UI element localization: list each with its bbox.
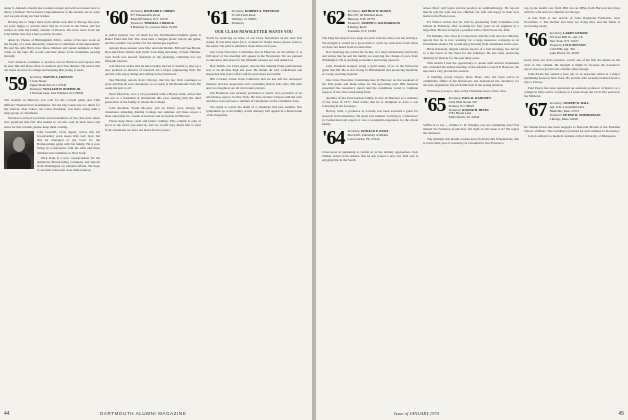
officer-name: ROBERT A. WEINMAN	[245, 9, 280, 13]
column-paragraph: We have received word that several members of the class have taken new positions this fall. Our thanks to all who sent in their news and notes for this column; please keep them coming.	[4, 116, 100, 129]
class-officers	[348, 129, 389, 142]
officer-role: Treasurer,	[231, 20, 245, 25]
class-year: '59	[4, 72, 27, 95]
address-line: Windsor, Ct. 06095	[231, 16, 257, 21]
class-officers	[131, 9, 178, 30]
address-line: Box 597, 60 Mitchell Road	[347, 12, 383, 17]
column-paragraph: Tom Johnson continues to practice law in Hartford and reports that he sees Jim and Dave often at reunions and class dinners. He writes that the twins are now in college and keeping him young at heart.	[4, 59, 100, 72]
officer-name: RICHARD F. OBERN	[144, 9, 175, 13]
left-column-2	[105, 6, 201, 133]
right-column-3	[524, 6, 620, 140]
address-line: Box 9345, University of Miami	[347, 132, 388, 137]
officer-name: JOSEPH C. RICHARDSON	[361, 20, 401, 25]
classmate-photo	[4, 131, 34, 169]
column-paragraph: You'll be receiving an issue of our Class Newsletter in the next few weeks. If you have news for it, or ideas for future issues, please write to the editor. We plan to publish it three times each year.	[206, 36, 302, 49]
class-officers	[30, 75, 84, 96]
column-paragraph: Dave Morrison, now a vice president with a Boston bank, writes that his son is a freshman at Dartmouth this year, making him the third generation of the family to attend the College.	[105, 91, 201, 104]
address-line: Trenton, N.J. 08625	[448, 103, 475, 108]
right-page-number: 45	[618, 411, 624, 417]
officer-name: WAYNE A. FRENCH	[43, 74, 73, 79]
address-line: Apt. 9-D, 2 Greenfield Ave.	[549, 105, 585, 110]
address-line: Cetty Hall, Room 740	[448, 99, 477, 104]
officer-name: JOSEPH W. BALL	[563, 101, 590, 106]
left-column-1	[4, 6, 100, 174]
right-column-1	[322, 6, 418, 164]
officer-role: Secretary,	[130, 9, 144, 13]
address-line: 31 Old Farm Road	[231, 12, 256, 17]
officer-role: Treasurer,	[347, 20, 361, 25]
address-line: 8 Kelsey Road	[347, 24, 367, 29]
column-paragraph: Allen R. Thelen of Birmingham, Mich., writes of his new work on the faculty of a state university, where he is chairman of the department. He and his wife Betty have three children and spend summers at their cabin on the lake. He would welcome letters from classmates passing through.	[4, 37, 100, 59]
officer-name: THOMAS J. BROCK	[144, 20, 174, 25]
address-line: Scarsdale, N.Y. 10583	[347, 28, 376, 33]
address-line: Nashville, Tenn. 37215	[549, 109, 580, 114]
column-paragraph: Pat Murphy, who lives in Connecticut with his wife and two children, reports that he is now working for a large insurance company as an investment analyst. He would enjoy hearing from classmates in the area.	[423, 33, 519, 46]
address-line: Briarcliff Manor, N.Y. 10510	[130, 16, 168, 21]
column-paragraph: cap in the health care field. Bill has an MBA from Harvard and lives with his wife and two children in Chicago.	[524, 6, 620, 15]
address-line: Hanover, N.H. 03755	[347, 16, 375, 21]
class-header	[322, 126, 418, 149]
treasurer-line	[232, 22, 280, 26]
column-paragraph: Among those present were Mac and Ann Kidder, Bill and Sue Harris, Don and Dotty Smith, Jack Swift, Tom Ring and many of their children. Jack Swift was elected chairman of the planning committee for our fifteenth reunion.	[105, 46, 201, 63]
officer-role: Secretary,	[347, 128, 361, 133]
photo-face	[13, 137, 25, 152]
officer-role: Secretary,	[448, 95, 462, 100]
column-paragraph: Our Class Executive Committee met in Hanover on the weekend of the Yale game and made plans for the upcoming year. Bill Jameson presented the treasurer's report and the committee voted to continue support of the class scholarship fund.	[322, 77, 418, 95]
column-paragraph: The weather in Hanover was cold for the Cornell game and Club Officers' Weekend but nonetheless, but the big Green was too much for the visitors. Don Cutter, the Class President, was there along with a large group of classmates.	[4, 98, 100, 115]
class-year: '66	[524, 28, 547, 51]
officer-role: Secretary,	[347, 9, 361, 13]
column-paragraph: A budding young lawyer, Dave Haas, who has been active in community affairs in his hometown, has announced his candidacy for the state legislature. We wish him luck in the spring election.	[423, 74, 519, 88]
column-paragraph: Brian Kennedy, despite current reports of a fuel shortage, has driven to a ski resort in the West for the holidays. He has been practicing dentistry in Denver for the past three years.	[423, 47, 519, 60]
column-paragraph: John Fountain stopped along a great many of us at the Princeton game this fall. He is now living in Philadelphia and practicing medicine at a large teaching hospital.	[322, 64, 418, 77]
column-paragraph: The Mag has stayed on to keep in touch with the class over the holidays. We thought it would be a good time to catch up with news from those we have not heard from in some time.	[322, 36, 418, 49]
column-paragraph: Ted Harding reports from Chicago that his law firm continues to grow and that he sees classmates on occasion at the Dartmouth Club. He sends his best to all.	[105, 77, 201, 91]
address-line: 9 Berkeley St., Groton, Mass. 01450	[130, 24, 178, 29]
column-paragraph: The mailings this month contain news from the Jim Wunderlicks, Jim is in his third year of residency at a hospital in San Francisco.	[423, 137, 519, 146]
column-paragraph: Suffice it to say — Palmer C. D. Weeghe, you see something else? You missed the Northern production, but right on the issue it is? We regret the omission.	[423, 123, 519, 136]
class-header	[4, 72, 100, 96]
column-paragraph: Jack Lockhart is a medical resident at the University of Minnesota.	[528, 134, 617, 139]
officer-role: Secretary,	[549, 30, 563, 35]
class-officers	[348, 9, 400, 33]
column-paragraph: Bob Smith, our Class Agent, reports that Alumni Fund participation was at an all-time high last year. He thanks all who contributed and hopes that this year's effort will be even more successful.	[206, 63, 302, 76]
class-year: '60	[105, 7, 128, 29]
officer-name: PETER W. ZIMMERMAN	[563, 112, 601, 117]
address-line: Upper Montclair, N.J. 07043	[29, 82, 67, 87]
address-line: Falls Church, Va. 22042	[448, 115, 480, 120]
photo-shoulders	[7, 153, 31, 169]
column-paragraph: Ed Wilson writes that he will be graduating from Columbia Law School in February, after working for four years as an engineer in a large firm. He has accepted a position with a Wall Street law firm.	[423, 19, 519, 32]
column-paragraph: Dick Kalp is a new correspondent for the American Broadcasting Company and reports from Washington on national affairs. We hope to see him at the next class mini-reunion.	[37, 156, 100, 173]
column-paragraph: Dr. Daniel Kress has been engaged to Deborah Martin of the Eastman School of Music. The wedding is planned for next summer in Rochester.	[524, 124, 620, 133]
column-paragraph: where Marc will begin private practice in ophthalmology. He reports that he and his wife and two children are well and happy in their new home in the Boston area.	[423, 6, 519, 19]
column-paragraph: John Evans has started a new job as an associate editor at a major publishing house in New York. He and his wife recently returned from a trip to Europe.	[524, 72, 620, 85]
officer-name: WILLIAM H. BOEHM JR.	[43, 86, 81, 91]
class-officers	[550, 101, 601, 122]
class-header	[423, 93, 519, 120]
officer-name: ROGER H. HINES	[462, 107, 489, 112]
address-line: 2 Newton Lane, East Windsor, N.J. 08520	[29, 90, 84, 95]
address-line: Lake Placid, Va. 22205	[549, 50, 580, 55]
class-officers	[449, 96, 492, 120]
officer-role: Treasurer,	[549, 42, 563, 47]
address-line: Coral Gables, Fla. 33124	[347, 136, 380, 141]
address-line: 301 East 48th St., Apt. 1E	[549, 34, 583, 39]
right-footer-title: Issue of JANUARY 1974	[394, 411, 439, 416]
class-header	[206, 9, 302, 27]
officer-name: PAUL R. RAHONEY	[462, 95, 492, 100]
left-column-3	[206, 6, 302, 119]
officer-name: LARRY GEIGER	[563, 30, 588, 35]
left-footer-title: DARTMOUTH ALUMNI MAGAZINE	[100, 411, 187, 416]
class-officers	[550, 31, 588, 55]
officer-role: Secretary,	[231, 9, 245, 13]
column-paragraph: Joel Marcus writes that he has recently moved to Seattle to take up a new position as director of research for a major engineering firm. He and his wife enjoy skiing and sailing in the Northwest.	[105, 64, 201, 77]
column-paragraph: Harvey Stoll, a professor at Cornell, has been awarded a grant for research in biochemistry. He spent last summer working in a laboratory in Switzerland and reports it was a wonderful experience for the whole family.	[322, 109, 418, 126]
class-year: '64	[322, 126, 345, 149]
class-year: '65	[423, 93, 446, 116]
column-paragraph: A late flash is the arrival of John Raymond Frederick, born November 1. The mother and baby are doing fine, and the father is recovering nicely.	[524, 15, 620, 28]
address-line: 877 Pleasantville Road	[130, 12, 160, 17]
officer-role: Treasurer,	[549, 112, 563, 117]
column-paragraph: Please keep those cards and letters coming. This column is only as good as the news you send in, and we would very much like to hear from classmates we have not heard from in years.	[105, 119, 201, 132]
class-header	[524, 101, 620, 122]
left-page	[0, 0, 312, 420]
column-paragraph: Our Class Executive Committee met in Hanover on November 3. A full report of the meeting will appear in the Newsletter. We are pleased to announce that plans for the fifteenth reunion are well underway.	[206, 49, 302, 63]
address-line: 5 Gale Street	[29, 78, 47, 83]
section-heading: OUR CLASS NEWSLETTER WANTS YOU	[215, 30, 293, 34]
officer-name: ARTHUR W. ROSEN	[361, 9, 391, 13]
column-paragraph: Jim Hampton was recently promoted to senior vice president of an advertising agency in New York. He lives in New Canaan with his wife and three sons and sees a number of classmates on the commuter train.	[206, 91, 302, 104]
column-paragraph: Will keep you up to date on the Christmas news of the class.	[427, 88, 507, 93]
class-header	[322, 9, 418, 33]
left-page-number: 44	[4, 411, 10, 417]
officer-role: Treasurer,	[130, 20, 144, 25]
column-paragraph: John Rozman, Frank Mooney and Al Peters were among the classmates attending Alumni College last summer. All three report a most enjoyable two weeks of lectures and recreation in Hanover.	[105, 105, 201, 118]
class-header	[524, 28, 620, 55]
address-line: New York, N.Y. 10017	[549, 38, 579, 43]
class-officers	[232, 9, 280, 26]
column-paragraph: Another of the Paul Gannon family is now in Hanover as a member of the class of 1977. Paul writes that he is delighted to have a son following in his footsteps.	[322, 95, 418, 108]
officer-name: DONALD E. KURT	[361, 128, 389, 133]
column-paragraph: Garry Paul, our class treasurer, wasn't one of the first six names on the class in this column. He thought it might be because the treasurer's report does not get into the column often enough.	[524, 58, 620, 71]
officer-role: Treasurer,	[29, 86, 43, 91]
officer-name: LYLE BUTTON	[563, 42, 586, 47]
column-paragraph: Class news is beginning to trickle in as the holiday approaches. Jack Walker writes from Atlanta that he has joined a new law firm and is enjoying life in the South.	[322, 149, 418, 162]
right-page	[316, 0, 628, 420]
column-paragraph: Having due to Skip's hard work which took him to Europe last year, we were happy to receive news that he is back in the States and has settled in with his family outside of Boston. We have news from the John Miller who has a new position in sales.	[4, 19, 100, 37]
column-paragraph: A stellar turnout was on hand for the Dartmouth-Columbia game at Baker Field this fall. The class held a tailgate picnic before the game, and the weather was perfect for the annual get-together.	[105, 32, 201, 45]
class-year: '61	[206, 7, 229, 29]
officer-role: Secretary,	[29, 74, 43, 79]
column-paragraph: John Grenfell, Class Agent, writes that his broadcasting work keeps him very busy but that he managed to get back for the Homecoming game with his family. He is now living in Connecticut with his wife and three children and commutes to New York.	[37, 130, 100, 155]
address-line: Chicago, Mass. 02020	[549, 116, 579, 121]
right-column-2	[423, 6, 519, 147]
class-year: '62	[322, 7, 345, 29]
officer-role: Treasurer,	[448, 107, 462, 112]
column-paragraph: This month I had the opportunity to speak with several classmates who attended the annual meeting of the Alumni Council in Hanover. All reported a very productive session.	[423, 61, 519, 74]
column-paragraph: Anne S. Amanda already has a tennis racquet and will soon learn how to throw a frisbee! We've heard congratulations to the parents are in order and we pass along our best wishes.	[4, 6, 100, 19]
officer-role: Secretary,	[549, 101, 563, 106]
column-paragraph: Bill Crocker writes from California that he has left the aerospace industry and has opened his own consulting firm in Palo Alto. His wife and two daughters are all avid tennis players.	[206, 77, 302, 90]
class-header	[105, 9, 201, 30]
address-line: 2781 Hyson Lane	[448, 111, 472, 116]
column-paragraph: We regret to report the death of a classmate this past autumn. Our sympathies go to his family. A full obituary will appear in a future issue of the magazine.	[206, 105, 302, 118]
address-line: Cobb Hill, Apt. 306	[549, 46, 575, 51]
column-paragraph: Ron Stenberg has joined the faculty of a large midwestern university and writes that he and his family are enjoying the change of pace from Washington. He is teaching economics and doing research.	[322, 50, 418, 63]
column-paragraph: Paul Peters has been appointed an assistant professor of history at a college in Ohio and is working on a book about the Civil War period in the Midwest.	[524, 85, 620, 99]
class-year: '67	[524, 99, 547, 122]
